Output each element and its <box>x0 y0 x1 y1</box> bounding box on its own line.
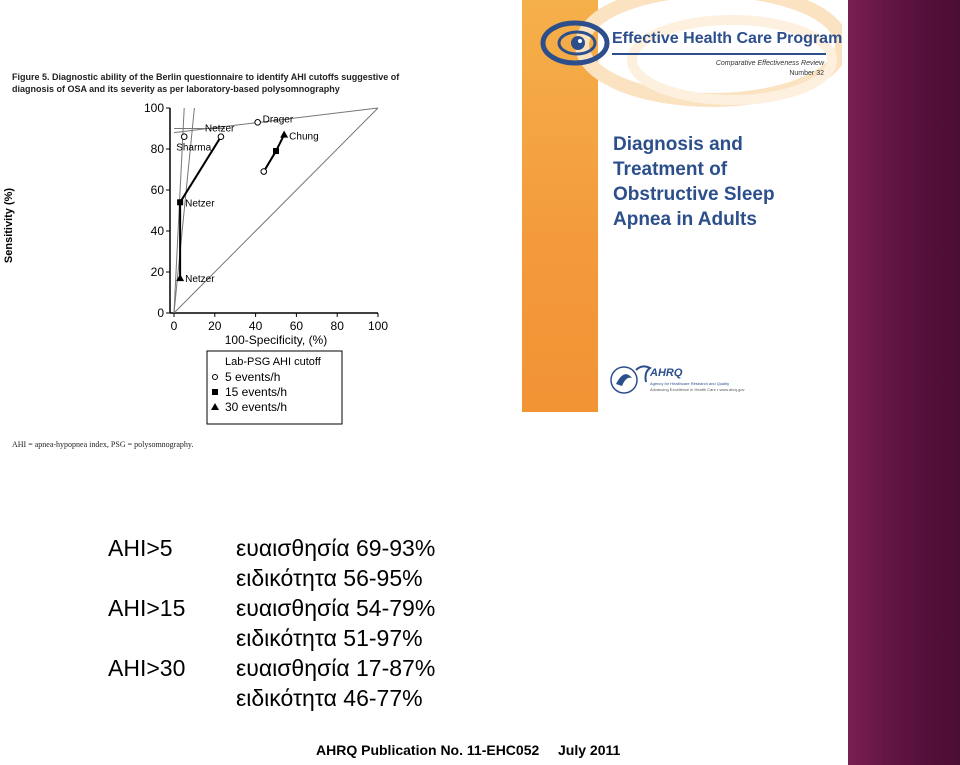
publication-number: AHRQ Publication No. 11-EHC052 <box>316 742 540 758</box>
point-label: Netzer <box>185 198 215 210</box>
stat-row <box>108 533 435 593</box>
report-cover <box>522 0 842 412</box>
connector-line <box>264 151 276 172</box>
program-rule <box>612 53 826 55</box>
program-name: Effective Health Care Program <box>612 30 842 47</box>
review-series: Comparative Effectiveness Review <box>715 60 824 67</box>
x-tick-label: 20 <box>208 319 222 333</box>
title-line-3: Obstructive Sleep <box>613 184 775 205</box>
stat-row <box>108 653 435 713</box>
cutoff-label: AHI>30 <box>108 655 186 681</box>
y-axis-title: Sensitivity (%) <box>3 187 15 264</box>
y-tick-label: 40 <box>150 224 164 238</box>
y-tick-label: 20 <box>150 265 164 279</box>
sensitivity-range: ευαισθησία 17-87% <box>236 655 436 681</box>
ahrq-logo-text: AHRQ <box>650 367 683 379</box>
sensitivity-range: ευαισθησία 69-93% <box>236 535 436 561</box>
legend-marker-square <box>212 389 218 395</box>
review-number: Number 32 <box>789 70 824 77</box>
point-5-events <box>181 134 187 140</box>
cutoff-label: AHI>5 <box>108 535 173 561</box>
stat-row <box>108 593 435 653</box>
title-line-1: Diagnosis and <box>613 134 743 155</box>
figure-caption <box>12 71 462 95</box>
report-title <box>613 132 775 232</box>
title-line-2: Treatment of <box>613 159 728 180</box>
point-15-events <box>177 199 183 205</box>
point-5-events <box>255 120 261 126</box>
y-tick-label: 100 <box>143 101 164 115</box>
stat-values <box>236 653 435 713</box>
stat-values <box>236 593 435 653</box>
x-tick-label: 100 <box>367 319 389 333</box>
ehc-eye-logo-icon <box>540 18 610 68</box>
x-axis-title: 100-Specificity, (%) <box>224 333 328 347</box>
x-tick-label: 80 <box>330 319 344 333</box>
caption-line-2: diagnosis of OSA and its severity as per laboratory-based polysomnography <box>12 84 340 94</box>
stat-values <box>236 533 435 593</box>
legend-marker-circle <box>213 375 218 380</box>
publication-date: July 2011 <box>558 742 621 758</box>
legend-entry: 5 events/h <box>225 370 281 384</box>
y-tick-label: 60 <box>150 183 164 197</box>
ahrq-agency-name: Agency for Healthcare Research and Quality <box>650 381 730 386</box>
accuracy-summary <box>108 533 435 713</box>
x-tick-label: 0 <box>170 319 178 333</box>
point-label: Chung <box>289 131 319 143</box>
sensitivity-range: ευαισθησία 54-79% <box>236 595 436 621</box>
point-label: Sharma <box>176 142 212 154</box>
legend-title: Lab-PSG AHI cutoff <box>225 356 321 368</box>
hhs-eagle-logo-icon <box>610 360 760 400</box>
specificity-range: ειδικότητα 46-77% <box>236 685 423 711</box>
point-5-events <box>218 134 224 140</box>
title-line-4: Apnea in Adults <box>613 209 757 230</box>
point-15-events <box>273 148 279 154</box>
legend-entry: 15 events/h <box>225 385 288 399</box>
ahrq-tagline: Advancing Excellence in Health Care • www.ahrq.gov <box>650 387 745 392</box>
figure-footnote: AHI = apnea-hypopnea index, PSG = polysomnography. <box>12 440 194 449</box>
specificity-range: ειδικότητα 51-97% <box>236 625 423 651</box>
point-30-events <box>280 131 288 138</box>
x-tick-label: 40 <box>248 319 263 333</box>
berlin-roc-chart <box>0 95 460 440</box>
x-tick-label: 60 <box>289 319 304 333</box>
point-label: Netzer <box>185 274 215 286</box>
y-tick-label: 0 <box>157 306 164 320</box>
point-label: Netzer <box>204 123 235 135</box>
caption-line-1: Figure 5. Diagnostic ability of the Berlin questionnaire to identify AHI cutoffs suggestive of <box>12 72 400 82</box>
point-label: Drager <box>262 114 294 126</box>
specificity-range: ειδικότητα 56-95% <box>236 565 423 591</box>
slide-side-bar <box>848 0 960 765</box>
legend-entry: 30 events/h <box>225 400 288 414</box>
y-tick-label: 80 <box>150 142 164 156</box>
cutoff-label: AHI>15 <box>108 595 186 621</box>
point-5-events <box>261 169 267 175</box>
